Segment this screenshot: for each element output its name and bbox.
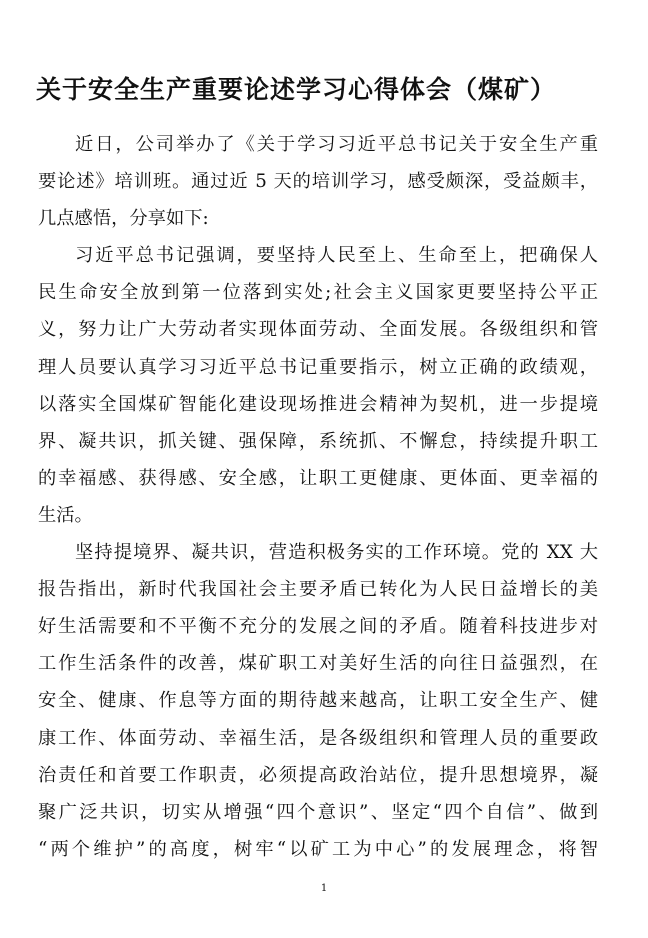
body-text-line: 报告指出，新时代我国社会主要矛盾已转化为人民日益增长的美 xyxy=(38,579,598,601)
body-text-line: 义，努力让广大劳动者实现体面劳动、全面发展。各级组织和管 xyxy=(38,319,598,341)
body-text-line: 的幸福感、获得感、安全感，让职工更健康、更体面、更幸福的 xyxy=(38,467,598,489)
document-body xyxy=(38,126,598,868)
document-title: 关于安全生产重要论述学习心得体会（煤矿） xyxy=(36,75,557,104)
body-text-line: 近日，公司举办了《关于学习习近平总书记关于安全生产重 xyxy=(75,134,598,155)
body-text-line: 工作生活条件的改善，煤矿职工对美好生活的向往日益强烈，在 xyxy=(38,653,598,675)
body-text-line: 治责任和首要工作职责，必须提高政治站位，提升思想境界，凝 xyxy=(38,764,598,786)
body-text-line: 习近平总书记强调，要坚持人民至上、生命至上，把确保人 xyxy=(75,245,598,267)
page-number: 1 xyxy=(320,883,328,894)
body-text-line: 几点感悟，分享如下: xyxy=(38,208,209,230)
body-text-line: “两个维护”的高度，树牢“以矿工为中心”的发展理念，将智 xyxy=(38,838,598,860)
body-text-line: 好生活需要和不平衡不充分的发展之间的矛盾。随着科技进步对 xyxy=(38,616,598,638)
body-text-line: 生活。 xyxy=(38,504,93,526)
body-text-line: 以落实全国煤矿智能化建设现场推进会精神为契机，进一步提境 xyxy=(38,393,598,415)
body-text-line: 理人员要认真学习习近平总书记重要指示，树立正确的政绩观， xyxy=(38,356,598,378)
body-text-line: 坚持提境界、凝共识，营造积极务实的工作环境。党的 XX 大 xyxy=(75,542,598,564)
body-text-line: 聚广泛共识，切实从增强“四个意识”、坚定“四个自信”、做到 xyxy=(38,801,598,823)
body-text-line: 康工作、体面劳动、幸福生活，是各级组织和管理人员的重要政 xyxy=(38,727,598,749)
body-text-line: 要论述》培训班。通过近 5 天的培训学习，感受颇深，受益颇丰， xyxy=(38,171,598,193)
body-text-line: 民生命安全放到第一位落到实处;社会主义国家更要坚持公平正 xyxy=(38,282,598,304)
body-text-line: 界、凝共识，抓关键、强保障，系统抓、不懈怠，持续提升职工 xyxy=(38,430,598,452)
body-text-line: 安全、健康、作息等方面的期待越来越高，让职工安全生产、健 xyxy=(38,690,598,712)
